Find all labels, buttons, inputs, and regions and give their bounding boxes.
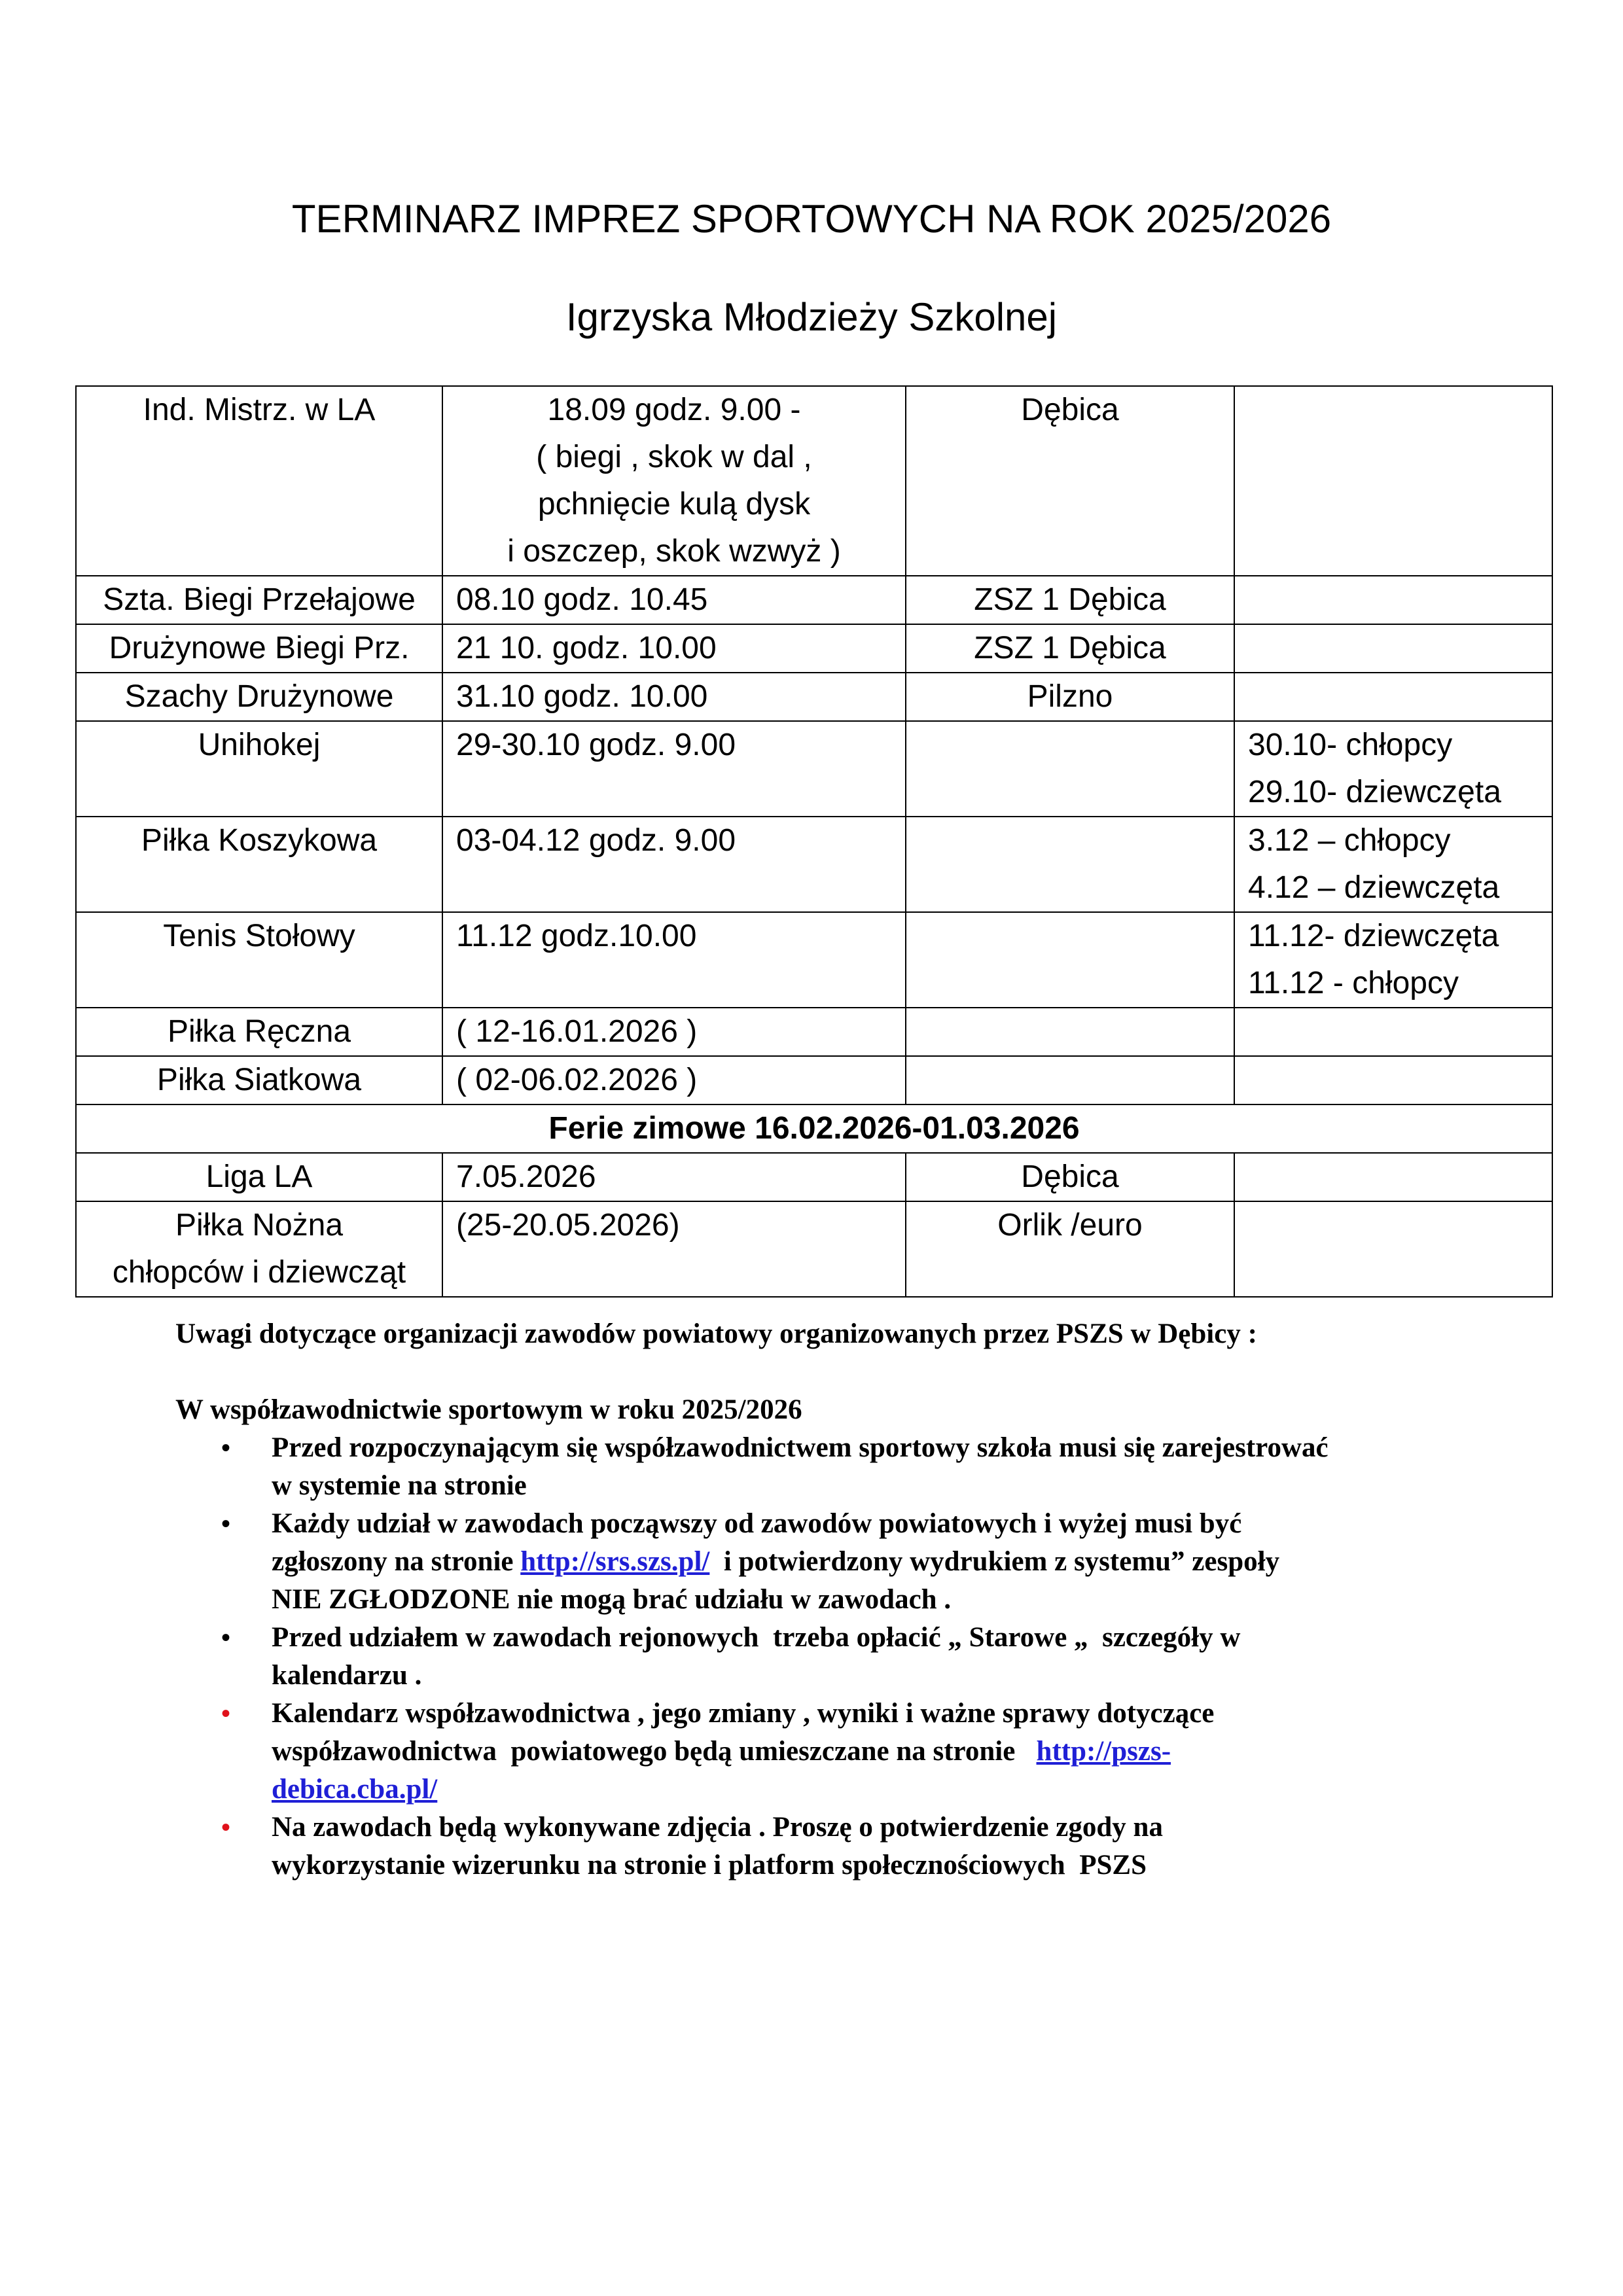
note-text: Przed udziałem w zawodach rejonowych trzeba opłacić „ Starowe „ szczegóły w	[272, 1622, 1241, 1653]
bullet-icon: •	[221, 1623, 231, 1652]
event-name-line: Liga LA	[205, 1159, 313, 1194]
note-text: współzawodnictwa powiatowego będą umieszczane na stronie	[272, 1736, 1037, 1767]
event-place-line: Pilzno	[1027, 679, 1113, 714]
winter-break-cell: Ferie zimowe 16.02.2026-01.03.2026	[76, 1104, 1552, 1153]
table-row	[76, 576, 1552, 624]
event-date-cell	[442, 673, 906, 721]
event-date-cell	[442, 912, 906, 1008]
event-name-cell	[76, 721, 442, 817]
note-text: w systemie na stronie	[272, 1470, 527, 1501]
event-name-line: chłopców i dziewcząt	[112, 1255, 406, 1290]
event-place-line: ZSZ 1 Dębica	[974, 582, 1166, 617]
note-text: Na zawodach będą wykonywane zdjęcia . Proszę o potwierdzenie zgody na	[272, 1812, 1163, 1843]
table-row	[76, 1056, 1552, 1104]
event-date-cell	[442, 386, 906, 576]
event-name-cell	[76, 1201, 442, 1297]
note-item	[175, 1429, 1550, 1505]
bullet-icon: •	[221, 1812, 231, 1842]
event-date-line: 21 10. godz. 10.00	[456, 631, 717, 665]
note-line	[272, 1657, 1550, 1695]
event-note-cell	[1234, 1008, 1552, 1056]
note-line	[272, 1695, 1550, 1733]
event-place-cell	[906, 1056, 1234, 1104]
event-name-line: Szta. Biegi Przełajowe	[103, 582, 416, 617]
note-line	[272, 1846, 1550, 1884]
event-name-line: Piłka Koszykowa	[141, 823, 378, 858]
event-note-line: 3.12 – chłopcy	[1248, 823, 1451, 858]
note-text: Kalendarz współzawodnictwa , jego zmiany , wyniki i ważne sprawy dotyczące	[272, 1698, 1215, 1729]
event-date-cell	[442, 1008, 906, 1056]
event-note-cell	[1234, 624, 1552, 673]
event-place-cell	[906, 912, 1234, 1008]
event-place-line: ZSZ 1 Dębica	[974, 631, 1166, 665]
event-date-line: ( 02-06.02.2026 )	[456, 1063, 698, 1097]
event-name-cell	[76, 576, 442, 624]
event-name-cell	[76, 1008, 442, 1056]
event-note-cell	[1234, 673, 1552, 721]
event-name-cell	[76, 624, 442, 673]
table-row	[76, 673, 1552, 721]
event-note-cell	[1234, 576, 1552, 624]
notes-list	[175, 1429, 1550, 1884]
event-name-line: Piłka Ręczna	[167, 1014, 351, 1049]
event-name-cell	[76, 1056, 442, 1104]
event-note-cell	[1234, 721, 1552, 817]
event-name-cell	[76, 1153, 442, 1201]
note-link[interactable]: http://srs.szs.pl/	[520, 1546, 710, 1577]
table-row	[76, 721, 1552, 817]
event-place-cell	[906, 576, 1234, 624]
event-date-line: 29-30.10 godz. 9.00	[456, 728, 736, 762]
event-note-cell	[1234, 1153, 1552, 1201]
event-name-cell	[76, 912, 442, 1008]
event-date-cell	[442, 721, 906, 817]
note-text: wykorzystanie wizerunku na stronie i platform społecznościowych PSZS	[272, 1850, 1147, 1881]
event-place-cell	[906, 673, 1234, 721]
note-item	[175, 1505, 1550, 1619]
event-date-line: i oszczep, skok wzwyż )	[507, 534, 841, 569]
bullet-icon: •	[221, 1699, 231, 1728]
event-place-cell	[906, 386, 1234, 576]
note-text: Przed rozpoczynającym się współzawodnictwem sportowy szkoła musi się zarejestrować	[272, 1432, 1329, 1463]
event-name-cell	[76, 817, 442, 912]
schedule-table	[75, 385, 1553, 1298]
note-line	[272, 1733, 1550, 1771]
note-line	[272, 1619, 1550, 1657]
note-text: kalendarzu .	[272, 1660, 422, 1691]
table-row	[76, 624, 1552, 673]
note-line	[272, 1543, 1550, 1581]
event-note-cell	[1234, 817, 1552, 912]
event-date-cell	[442, 817, 906, 912]
event-date-cell	[442, 1056, 906, 1104]
event-note-line: 29.10- dziewczęta	[1248, 775, 1501, 809]
table-row	[76, 817, 1552, 912]
event-date-line: (25-20.05.2026)	[456, 1208, 680, 1243]
note-line	[272, 1467, 1550, 1505]
event-date-cell	[442, 624, 906, 673]
bullet-icon: •	[221, 1509, 231, 1538]
event-note-cell	[1234, 386, 1552, 576]
notes-intro: W współzawodnictwie sportowym w roku 2025/2026	[175, 1394, 802, 1425]
note-line	[272, 1581, 1550, 1619]
note-text: zgłoszony na stronie	[272, 1546, 521, 1577]
event-date-line: pchnięcie kulą dysk	[537, 487, 811, 521]
event-date-cell	[442, 1201, 906, 1297]
event-note-cell	[1234, 1201, 1552, 1297]
document-subtitle: Igrzyska Młodzieży Szkolnej	[565, 295, 1058, 339]
event-name-line: Ind. Mistrz. w LA	[143, 393, 376, 427]
note-text: NIE ZGŁODZONE nie mogą brać udziału w zawodach .	[272, 1584, 952, 1615]
table-row	[76, 386, 1552, 576]
note-line	[272, 1771, 1550, 1809]
note-text: i potwierdzony wydrukiem z systemu” zespoły	[709, 1546, 1280, 1577]
event-place-cell	[906, 1153, 1234, 1201]
event-place-cell	[906, 721, 1234, 817]
event-date-line: 18.09 godz. 9.00 -	[547, 393, 801, 427]
table-row	[76, 1008, 1552, 1056]
event-place-cell	[906, 1008, 1234, 1056]
event-place-line: Dębica	[1021, 1159, 1119, 1194]
event-name-line: Unihokej	[198, 728, 321, 762]
event-name-line: Szachy Drużynowe	[124, 679, 394, 714]
event-date-cell	[442, 1153, 906, 1201]
document-title: TERMINARZ IMPREZ SPORTOWYCH NA ROK 2025/2026	[291, 197, 1332, 241]
note-line	[272, 1429, 1550, 1467]
table-break-row	[76, 1104, 1552, 1153]
table-row	[76, 1153, 1552, 1201]
notes-heading: Uwagi dotyczące organizacji zawodów powiatowy organizowanych przez PSZS w Dębicy :	[175, 1318, 1257, 1349]
bullet-icon: •	[221, 1433, 231, 1462]
event-name-line: Tenis Stołowy	[163, 919, 355, 953]
event-date-line: 31.10 godz. 10.00	[456, 679, 708, 714]
event-date-line: 11.12 godz.10.00	[456, 919, 697, 953]
event-note-cell	[1234, 912, 1552, 1008]
event-name-cell	[76, 386, 442, 576]
event-note-cell	[1234, 1056, 1552, 1104]
notes-section	[175, 1315, 1550, 1884]
event-place-line: Orlik /euro	[997, 1208, 1143, 1243]
note-item	[175, 1809, 1550, 1884]
note-link[interactable]: debica.cba.pl/	[272, 1774, 438, 1805]
event-date-line: ( biegi , skok w dal ,	[536, 440, 812, 474]
event-name-line: Piłka Siatkowa	[156, 1063, 362, 1097]
event-name-cell	[76, 673, 442, 721]
event-date-line: 08.10 godz. 10.45	[456, 582, 708, 617]
table-row	[76, 1201, 1552, 1297]
table-row	[76, 912, 1552, 1008]
note-line	[272, 1809, 1550, 1846]
note-text: Każdy udział w zawodach począwszy od zawodów powiatowych i wyżej musi być	[272, 1508, 1242, 1539]
note-item	[175, 1695, 1550, 1809]
schedule-table-body	[76, 386, 1552, 1297]
event-place-cell	[906, 817, 1234, 912]
event-place-cell	[906, 624, 1234, 673]
event-date-cell	[442, 576, 906, 624]
event-place-line: Dębica	[1021, 393, 1119, 427]
event-note-line: 30.10- chłopcy	[1248, 728, 1453, 762]
note-link[interactable]: http://pszs-	[1036, 1736, 1171, 1767]
event-date-line: 7.05.2026	[456, 1159, 596, 1194]
event-note-line: 11.12 - chłopcy	[1248, 966, 1459, 1000]
event-name-line: Drużynowe Biegi Prz.	[109, 631, 410, 665]
note-line	[272, 1505, 1550, 1543]
event-date-line: 03-04.12 godz. 9.00	[456, 823, 736, 858]
event-note-line: 11.12- dziewczęta	[1248, 919, 1499, 953]
note-item	[175, 1619, 1550, 1695]
event-place-cell	[906, 1201, 1234, 1297]
event-date-line: ( 12-16.01.2026 )	[456, 1014, 698, 1049]
event-name-line: Piłka Nożna	[175, 1208, 344, 1243]
event-note-line: 4.12 – dziewczęta	[1248, 870, 1500, 905]
